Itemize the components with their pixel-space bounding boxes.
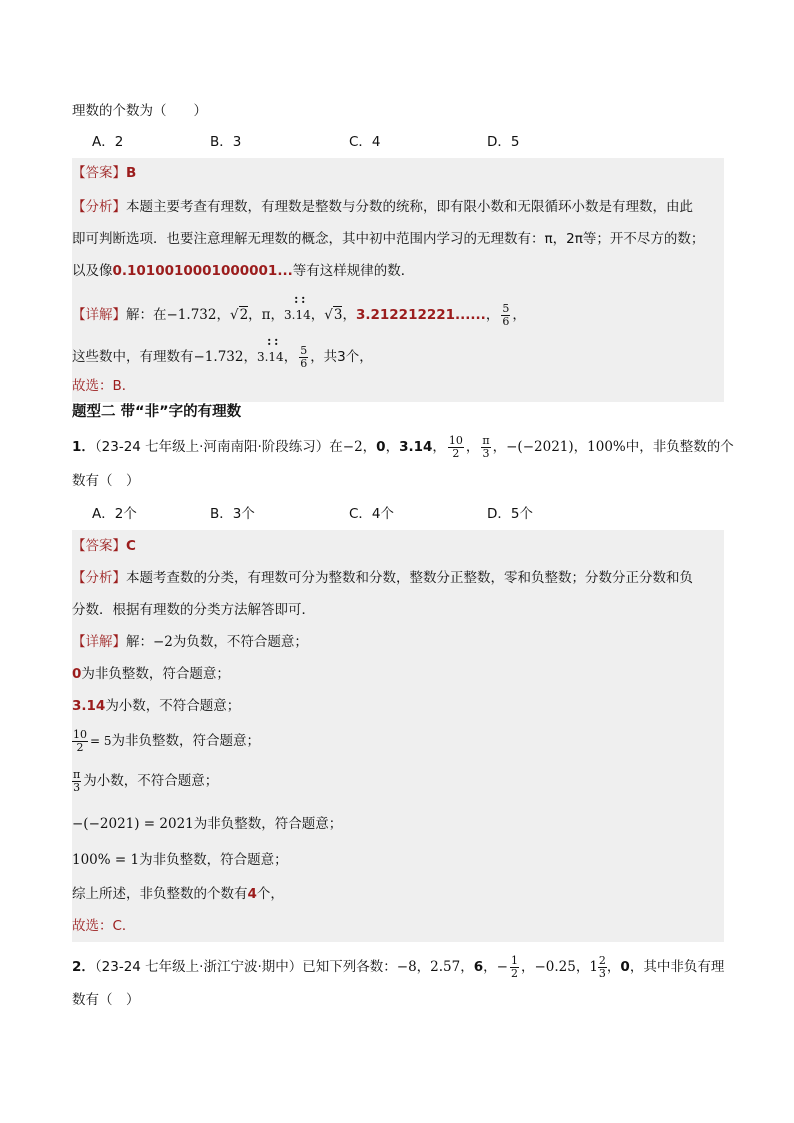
q2-mixed-num: 2	[598, 953, 606, 967]
repeating-decimal-3212: 3.212212221......	[355, 307, 486, 323]
q1-v2: 0	[376, 439, 386, 455]
q1-frac2-den: 3	[482, 446, 490, 460]
list-fraction-denominator: 6	[300, 356, 308, 370]
q1-fraction-10-2	[448, 435, 464, 460]
list-fraction-numerator: 5	[300, 343, 308, 357]
q2-mixed-den: 3	[598, 966, 606, 980]
sqrt-3: √3	[324, 307, 343, 323]
sqrt-2: √2	[229, 307, 249, 323]
pi-symbol: π	[261, 307, 271, 323]
q2-v2: 2.57	[430, 959, 461, 975]
q1-source: （23-24 七年级上·河南南阳·阶段练习）	[94, 439, 330, 455]
analysis-line-1	[72, 197, 693, 217]
q1-stem-line-1: 1．（23-24 七年级上·河南南阳·阶段练习）在−2，0，3.14， $\frac{10}{2}$ ， $\frac{\pi}{3}$ ，−(−2021)，100%中，非负整数的个	[72, 433, 734, 460]
list-num-neg-1732: −1.732	[193, 349, 244, 365]
q2-frac-num: 1	[510, 953, 518, 967]
q1-analysis-text-1: 本题考查数的分类，有理数可分为整数和分数，整数分正整数，零和负整数；分数分正分数和负	[126, 570, 693, 586]
q1-d2-val: 0	[72, 666, 82, 682]
q1-v1: −2	[342, 439, 363, 455]
q1-d1-val: −2	[153, 634, 173, 650]
q1-d5-text: 为小数，不符合题意；	[83, 773, 219, 789]
section-title: 题型二 带“非”字的有理数	[72, 404, 242, 420]
detail-line-1: 【详解】解：在−1.732，√2，π， : : 3.14，√3，3.212212221......， $\frac{5}{6}$ ，	[72, 292, 526, 328]
analysis-line-3	[72, 261, 414, 281]
repeating-3-14: : : 3.14	[284, 292, 311, 322]
q1-choose-line	[72, 916, 135, 936]
q1-choose-text: 故选：C．	[72, 918, 136, 934]
fraction-5-6	[501, 303, 510, 328]
q1-option-c: C．4个	[349, 506, 395, 522]
q1-d7-text: 为非负整数，符合题意；	[139, 852, 288, 868]
q1-answer-line	[72, 536, 136, 556]
q1-d1-pre: 解：	[126, 634, 153, 650]
q1-d4-eq: = 5	[90, 734, 112, 748]
q1-frac1-num: 10	[448, 433, 463, 447]
q2-v1: −8	[396, 959, 417, 975]
q1-d4-text: 为非负整数，符合题意；	[111, 733, 261, 749]
q1-d1-text: 为负数，不符合题意；	[172, 634, 308, 650]
q1-stem-line-2: 数有（ ）	[72, 473, 140, 489]
q1-d4-den: 2	[76, 740, 84, 754]
q2-v3: 6	[473, 959, 484, 975]
analysis-text-3b: 等有这样规律的数．	[292, 263, 415, 279]
option-a: A．2	[92, 134, 124, 150]
q2-v4: −0.25	[534, 959, 576, 975]
q2-stem-b: ，其中非负有理	[629, 959, 725, 975]
detail-tag: 【详解】	[72, 307, 126, 323]
analysis-text-3a: 以及像	[72, 263, 113, 279]
sqrt-3-radicand: 3	[333, 307, 343, 323]
q1-d7-expr: 100% = 1	[72, 852, 140, 868]
q1-d2-text: 为非负整数，符合题意；	[81, 666, 230, 682]
q2-fraction-1-2	[510, 955, 519, 980]
q1-d6-text: 为非负整数，符合题意；	[193, 816, 343, 832]
q1-d5-fraction	[72, 769, 81, 794]
q1-detail-line-4	[72, 726, 260, 756]
q1-option-b: B．3个	[210, 506, 255, 522]
list-repeating-3-14: : : 3.14	[256, 334, 284, 364]
q1-answer-tag: 【答案】	[72, 538, 126, 554]
q1-summary-b: 个，	[256, 886, 284, 902]
q1-analysis-line-2: 分数．根据有理数的分类方法解答即可．	[72, 602, 315, 618]
q1-analysis-line-1	[72, 568, 693, 588]
q1-d3-val: 3.14	[72, 698, 106, 714]
list-repeating-3-14-text: 3.14	[256, 350, 284, 364]
q1-option-a: A．2个	[92, 506, 137, 522]
q2-stem-a: 已知下列各数：	[302, 959, 397, 975]
option-d: D．5	[487, 134, 520, 150]
q1-d4-num: 10	[73, 727, 87, 741]
q2-mixed-fraction	[598, 955, 607, 980]
q1-v4: −(−2021)	[506, 439, 574, 455]
q1-option-d: D．5个	[487, 506, 533, 522]
answer-line	[72, 163, 136, 183]
option-c: C．4	[349, 134, 381, 150]
q1-detail-line-3	[72, 696, 240, 716]
q1-summary-a: 综上所述，非负整数的个数有	[72, 886, 248, 902]
repeating-decimal-example: 0.1010010001000001...	[112, 263, 293, 279]
q1-detail-line-2	[72, 664, 230, 684]
question-tail: 理数的个数为（ ）	[72, 103, 207, 119]
q1-d4-fraction	[72, 729, 88, 754]
q1-d6-expr: −(−2021) = 2021	[72, 816, 194, 832]
q1-d3-text: 为小数，不符合题意；	[105, 698, 241, 714]
q1-frac2-num: π	[482, 433, 490, 447]
list-prefix: 这些数中，有理数有	[72, 349, 194, 365]
analysis-line-2: 即可判断选项．也要注意理解无理数的概念，其中初中范围内学习的无理数有：π，2π等；开不尽方的数；	[72, 231, 705, 247]
q1-summary-num: 4	[247, 886, 257, 902]
q1-d5-den: 3	[73, 780, 81, 794]
q2-stem-line-2: 数有（ ）	[72, 992, 140, 1008]
detail-line-2: 这些数中，有理数有−1.732， : : 3.14， $\frac{5}{6}$ ，共3个，	[72, 334, 373, 370]
q2-stem-line-1: 2．（23-24 七年级上·浙江宁波·期中）已知下列各数：−8，2.57，6，− $\frac{1}{2}$ ，−0.25， 1 $\frac{2}{3}$ ，0，其中非负有理	[72, 950, 724, 984]
num-neg-1732: −1.732	[166, 307, 217, 323]
fraction-denominator: 6	[502, 314, 510, 328]
choose-line-1	[72, 376, 135, 396]
q2-v5: 0	[620, 959, 630, 975]
list-fraction-5-6	[299, 345, 308, 370]
sqrt-2-radicand: 2	[239, 307, 249, 323]
answer-value: B	[126, 165, 137, 181]
q2-mixed-number	[589, 950, 607, 984]
choose-text-1: 故选：B．	[72, 378, 136, 394]
repeating-3-14-text: 3.14	[284, 308, 311, 322]
q2-number: 2．	[72, 959, 95, 975]
q1-detail-line-5	[72, 766, 218, 796]
q1-answer-value: C	[126, 538, 136, 554]
q1-v3: 3.14	[399, 439, 433, 455]
analysis-text-1: 本题主要考查有理数，有理数是整数与分数的统称，即有限小数和无限循环小数是有理数，由此	[126, 199, 693, 215]
q1-analysis-tag: 【分析】	[72, 570, 126, 586]
q1-detail-line-7	[72, 850, 288, 870]
detail-intro: 解：在	[126, 307, 167, 323]
q1-detail-line-6	[72, 814, 342, 834]
q1-stem-a: 在	[329, 439, 343, 455]
q2-source: （23-24 七年级上·浙江宁波·期中）	[94, 959, 303, 975]
option-b: B．3	[210, 134, 242, 150]
q1-stem-b: 中，非负整数的个	[625, 439, 734, 455]
q1-d5-num: π	[73, 767, 81, 781]
q2-mixed-whole: 1	[589, 959, 598, 975]
analysis-tag: 【分析】	[72, 199, 126, 215]
q1-fraction-pi-3	[481, 435, 490, 460]
fraction-numerator: 5	[502, 301, 510, 315]
q1-v5: 100%	[587, 439, 626, 455]
q1-number: 1．	[72, 439, 95, 455]
q1-summary-line	[72, 884, 284, 904]
q2-frac-den: 2	[510, 966, 518, 980]
answer-tag: 【答案】	[72, 165, 126, 181]
q1-detail-line-1	[72, 632, 308, 652]
q1-frac1-den: 2	[452, 446, 460, 460]
list-suffix: ，共3个，	[310, 349, 373, 365]
q1-detail-tag: 【详解】	[72, 634, 126, 650]
